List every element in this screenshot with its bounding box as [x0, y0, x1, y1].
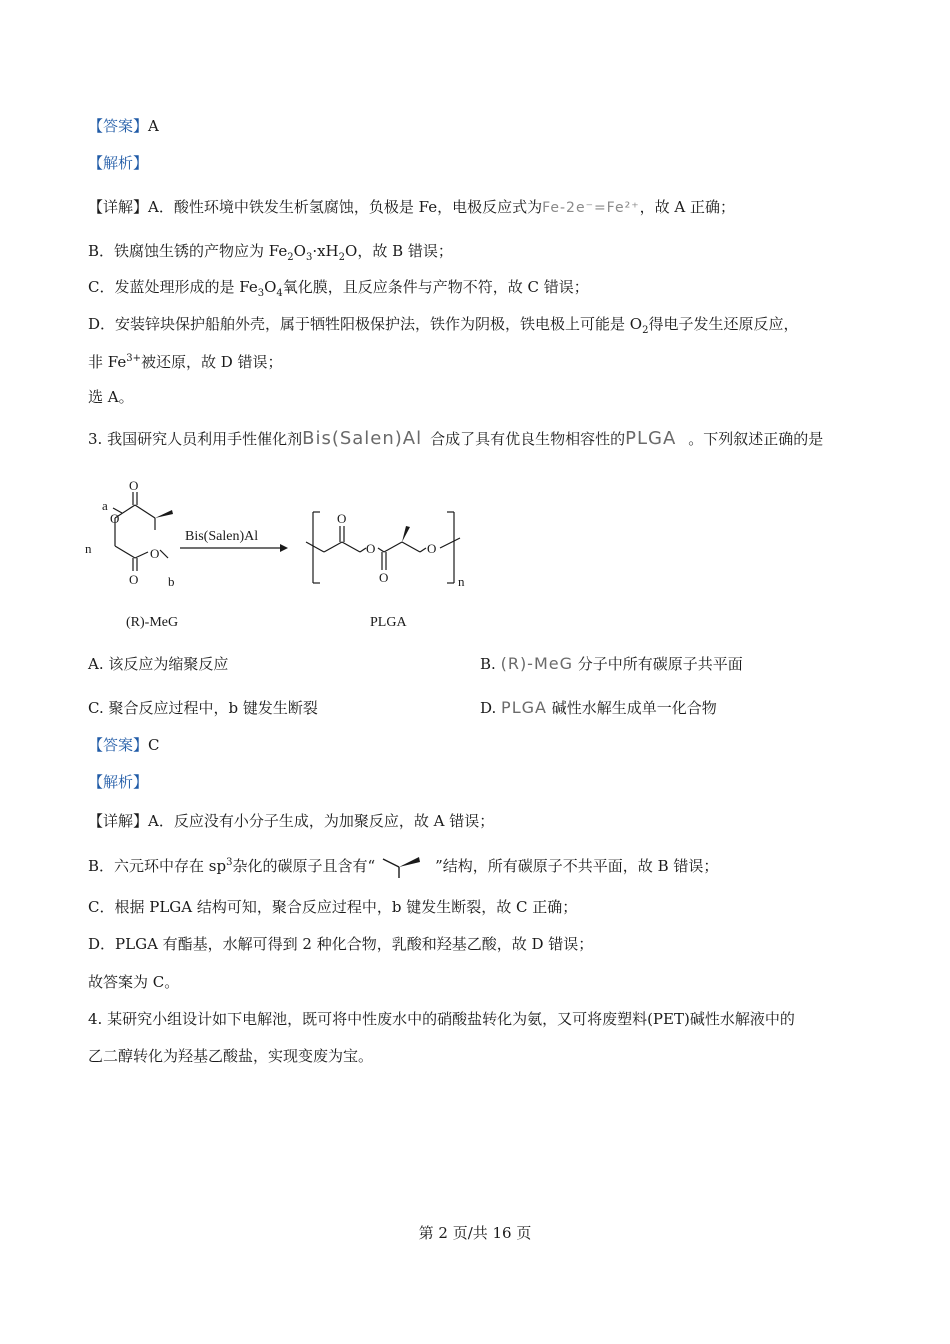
reactant-name: (R)-MeG — [126, 615, 179, 630]
option-C[interactable]: C. 聚合反应过程中，b 键发生断裂 — [88, 699, 318, 717]
page-footer: 第 2 页/共 16 页 — [418, 1224, 532, 1242]
q4-stem-line2: 乙二醇转化为羟基乙酸盐，实现变废为宝。 — [88, 1047, 374, 1065]
option-A[interactable]: A. 该反应为缩聚反应 — [88, 655, 229, 673]
exp-C-line: C．根据 PLGA 结构可知，聚合反应过程中，b 键发生断裂，故 C 正确； — [88, 898, 578, 916]
q4-stem-line1: 4. 某研究小组设计如下电解池，既可将中性废水中的硝酸盐转化为氨，又可将废塑料(PET)碱性水解液中的 — [88, 1010, 795, 1028]
detail-C-line: C．发蓝处理形成的是 $Fe_3O_4$氧化膜，且反应条件与产物不符，故 C 错误； — [88, 278, 589, 299]
exp-B-line: B．六元环中存在 $sp^3$杂化的碳原子且含有“ ”结构，所有碳原子不共平面，故 B 错误； — [88, 852, 718, 879]
scheme-label-b: b — [168, 574, 175, 589]
analysis-tag-q3: 【解析】 — [88, 773, 149, 791]
detail-D-line2: 非 $Fe^{3+}$被还原，故 D 错误； — [88, 353, 283, 371]
reaction-scheme — [80, 478, 500, 638]
answer-value: A — [148, 117, 159, 135]
detail-tag: 【详解】 — [88, 198, 149, 216]
svg-text:O: O — [110, 511, 120, 526]
answer-tag: 【答案】 — [88, 117, 149, 135]
polymer-formula: PLGA — [625, 428, 677, 449]
exp-A-line: 【详解】A．反应没有小分子生成，为加聚反应，故 A 错误； — [88, 812, 495, 830]
option-D[interactable]: D. PLGA 碱性水解生成单一化合物 — [480, 698, 717, 717]
electrode-formula: Fe-2e⁻=Fe²⁺ — [542, 200, 640, 216]
exp-D-line: D．PLGA 有酯基，水解可得到 2 种化合物，乳酸和羟基乙酸，故 D 错误； — [88, 935, 594, 953]
svg-text:O: O — [129, 572, 139, 587]
scheme-label-a: a — [102, 498, 108, 513]
svg-text:O: O — [366, 541, 376, 556]
catalyst-formula: Bis(Salen)Al — [302, 428, 423, 449]
svg-text:O: O — [337, 511, 347, 526]
analysis-tag-q2: 【解析】 — [88, 154, 149, 172]
option-B[interactable]: B. (R)-MeG 分子中所有碳原子共平面 — [480, 654, 743, 673]
detail-B-line: B．铁腐蚀生锈的产物应为 $Fe_2O_3\cdot xH_2O$，故 B 错误； — [88, 242, 453, 263]
isopropyl-fragment-icon — [375, 853, 435, 879]
answer-line-q2 — [88, 115, 159, 137]
select-line-q2: 选 A。 — [88, 388, 134, 406]
q3-stem: 3. 我国研究人员利用手性催化剂Bis(Salen)Al 合成了具有优良生物相容性的PLGA 。下列叙述正确的是 — [88, 428, 824, 449]
scheme-n-right: n — [458, 574, 465, 589]
scheme-O-top: O — [129, 478, 139, 493]
detail-A-line: 【详解】A．酸性环境中铁发生析氢腐蚀，负极是 Fe，电极反应式为Fe-2e⁻=Fe²⁺，故 A 正确； — [88, 198, 735, 216]
svg-text:O: O — [150, 546, 160, 561]
product-name: PLGA — [370, 615, 407, 630]
scheme-reagent: Bis(Salen)Al — [185, 529, 259, 544]
scheme-n-left: n — [85, 541, 92, 556]
final-answer-q3: 故答案为 C。 — [88, 973, 180, 991]
svg-text:O: O — [427, 541, 437, 556]
answer-line-q3: 【答案】C — [88, 736, 160, 754]
detail-D-line1: D．安装锌块保护船舶外壳，属于牺牲阳极保护法，铁作为阴极，铁电极上可能是 $O_2$得电子发生还原反应， — [88, 315, 799, 336]
svg-text:O: O — [379, 570, 389, 585]
